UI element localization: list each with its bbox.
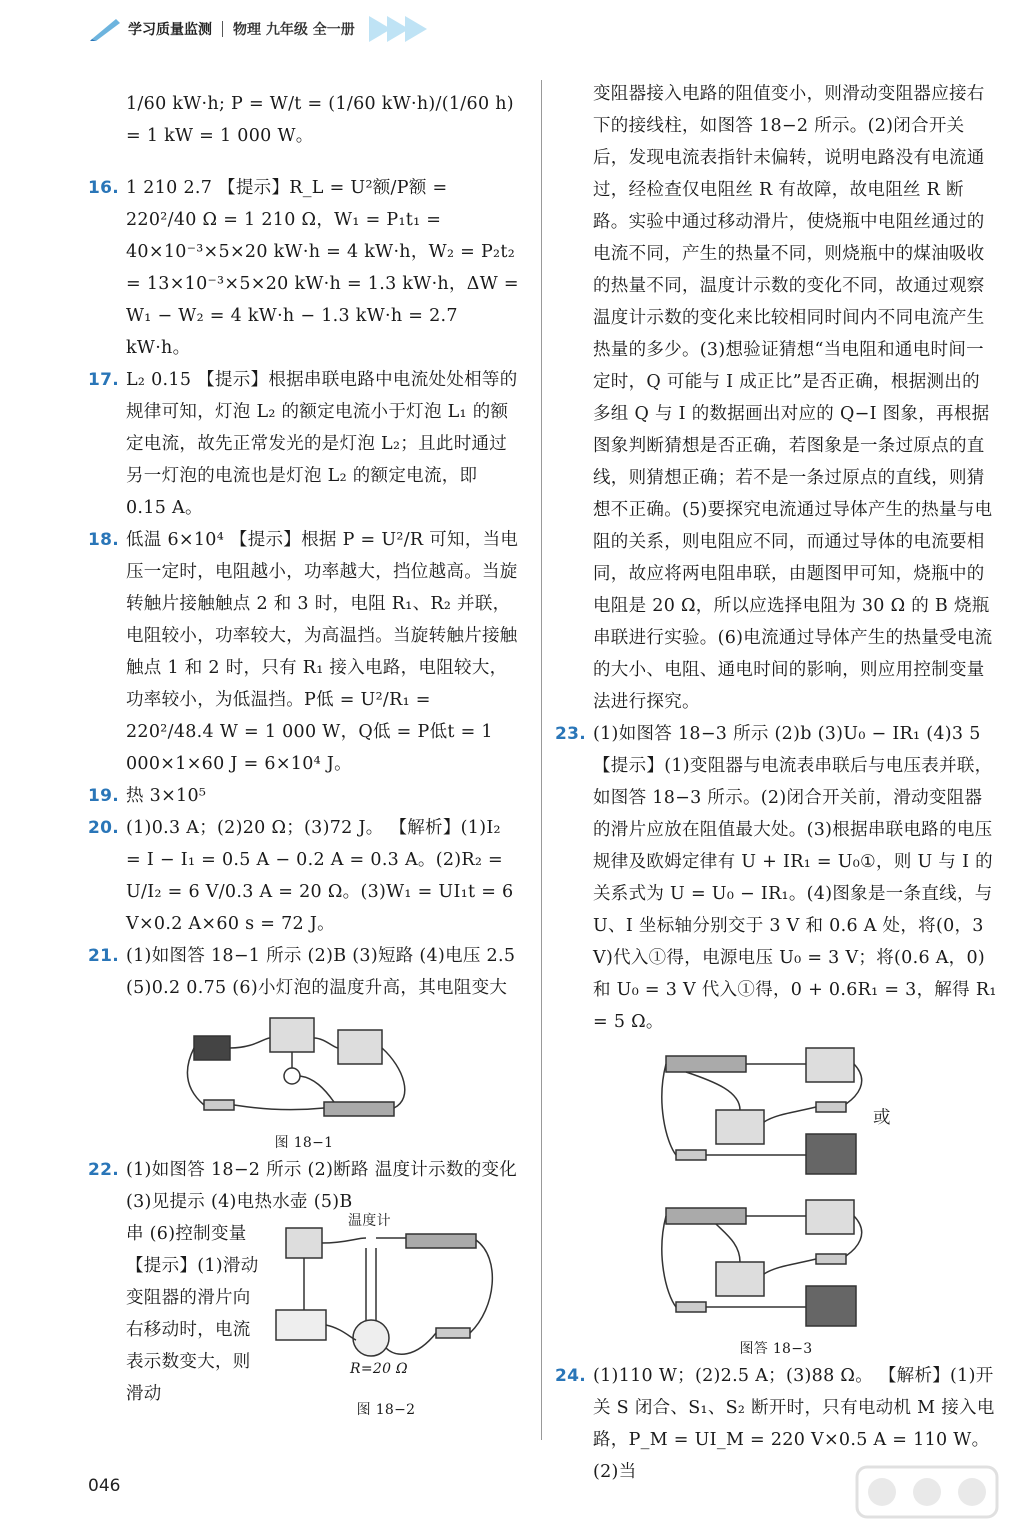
question-number: 19. (88, 786, 120, 806)
resistor-label: R=20 Ω (350, 1361, 408, 1377)
answer-22 (88, 1154, 520, 1218)
watermark-logo (852, 1462, 1002, 1522)
answer-text: 1 210 2.7 【提示】R_L = U²额/P额 = 220²/40 Ω = 1 210 Ω，W₁ = P₁t₁ = 40×10⁻³×5×20 kW·h = 4 kW·h，W₂ = P₂t₂ = 13×10⁻³×5×20 kW·h = 1.3 kW·h，ΔW = W₁ − W₂ = 4 kW·h − 1.3 kW·h = 2.7 kW·h。 (126, 178, 519, 358)
answer-20 (88, 812, 520, 940)
column-divider (541, 80, 542, 1440)
answer-23 (555, 718, 997, 1038)
answer-17 (88, 364, 520, 524)
answer-text: (1)0.3 A；(2)20 Ω；(3)72 J。 【解析】(1)I₂ = I − I₁ = 0.5 A − 0.2 A = 0.3 A。(2)R₂ = U/I₂ = 6 V/0.3 A = 20 Ω。(3)W₁ = UI₁t = 6 V×0.2 A×60 s = 72 J。 (126, 818, 514, 934)
question-number: 18. (88, 530, 120, 550)
formula-line: 1/60 kW·h; P = W/t = (1/60 kW·h)/(1/60 h) = 1 kW = 1 000 W。 (126, 94, 514, 146)
right-column (555, 78, 997, 1488)
figure-caption: 图答 18−3 (739, 1341, 813, 1357)
question-number: 16. (88, 178, 120, 198)
answer-text: (1)如图答 18−1 所示 (2)B (3)短路 (4)电压 2.5 (5)0.2 0.75 (6)小灯泡的温度升高，其电阻变大 (126, 946, 516, 998)
question-number: 21. (88, 946, 120, 966)
page-number: 046 (88, 1476, 121, 1496)
answer-text: 低温 6×10⁴ 【提示】根据 P = U²/R 可知，当电压一定时，电阻越小，功率越大，挡位越高。当旋转触片接触触点 2 和 3 时，电阻 R₁、R₂ 并联，电阻较小，功率较大，为高温挡。当旋转触片接触触点 1 和 2 时，只有 R₁ 接入电路，电阻较大，功率较小，为低温挡。P低 = U²/R₁ = 220²/48.4 W = 1 000 W，Q低 = P低t = 1 000×1×60 J = 6×10⁴ J。 (126, 530, 519, 774)
or-label: 或 (873, 1108, 891, 1128)
answer-21 (88, 940, 520, 1004)
answer-22-continued: 变阻器接入电路的阻值变小，则滑动变阻器应接右下的接线柱，如图答 18−2 所示。(2)闭合开关后，发现电流表指针未偏转，说明电路没有电流通过，经检查仅电阻丝 R 有故障，故电阻丝 R 断路。实验中通过移动滑片，使烧瓶中电阻丝通过的电流不同，产生的热量不同，则烧瓶中的煤油吸收的热量不同，温度计示数的变化不同，故通过观察温度计示数的变化来比较相同时间内不同电流产生热量的多少。(3)想验证猜想“当电阻和通电时间一定时，Q 可能与 I 成正比”是否正确，根据测出的多组 Q 与 I 的数据画出对应的 Q−I 图象，再根据图象判断猜想是否正确，若图象是一条过原点的直线，则猜想正确；若不是一条过原点的直线，则猜想不正确。(5)要探究电流通过导体产生的热量与电阻的关系，则电阻应不同，而通过导体的电流要相同，故应将两电阻串联，由题图甲可知，烧瓶中的电阻是 20 Ω，所以应选择电阻为 30 Ω 的 B 烧瓶串联进行实验。(6)电流通过导体产生的热量受电流的大小、电阻、通电时间的影响，则应用控制变量法进行探究。 (593, 84, 993, 712)
answer-text: (1)110 W；(2)2.5 A；(3)88 Ω。 【解析】(1)开关 S 闭合、S₁、S₂ 断开时，只有电动机 M 接入电路，P_M = UI_M = 220 V×0.5 A = 110 W。(2)当 (593, 1366, 995, 1482)
figure-18-3a (555, 1042, 997, 1190)
thermometer-label: 温度计 (348, 1213, 391, 1229)
answer-16 (88, 172, 520, 364)
answer-text: (1)如图答 18−2 所示 (2)断路 温度计示数的变化 (3)见提示 (4)电热水壶 (5)B (126, 1160, 518, 1212)
figure-caption: 图 18−1 (274, 1135, 334, 1151)
question-number: 20. (88, 818, 120, 838)
pen-icon (88, 17, 124, 41)
question-number: 23. (555, 724, 587, 744)
question-number: 17. (88, 370, 120, 390)
answer-text: 热 3×10⁵ (126, 786, 207, 806)
circuit-figure-18-3b (656, 1194, 896, 1334)
answer-19 (88, 780, 520, 812)
answer-text-side: 串 (6)控制变量 【提示】(1)滑动变阻器的滑片向右移动时，电流表示数变大，则滑动 (126, 1224, 259, 1404)
answer-text: (1)如图答 18−3 所示 (2)b (3)U₀ − IR₁ (4)3 5 【提示】(1)变阻器与电流表串联后与电压表并联，如图答 18−3 所示。(2)闭合开关前，滑动变阻器的滑片应放在阻值最大处。(3)根据串联电路的电压规律及欧姆定律有 U + IR₁ = U₀①，则 U 与 I 的关系式为 U = U₀ − IR₁。(4)图象是一条直线，与 U、I 坐标轴分别交于 3 V 和 0.6 A 处，将(0，3 V)代入①得，电源电压 U₀ = 3 V；将(0.6 A，0)和 U₀ = 3 V 代入①得，0 + 0.6R₁ = 3，解得 R₁ = 5 Ω。 (593, 724, 997, 1032)
answer-22-side (88, 1213, 520, 1421)
question-number: 22. (88, 1160, 120, 1180)
page-header (88, 14, 427, 44)
left-column (88, 88, 520, 1421)
question-number: 24. (555, 1366, 587, 1386)
header-arrows (373, 16, 427, 42)
answer-18 (88, 524, 520, 780)
circuit-figure-18-3a (656, 1042, 896, 1182)
circuit-figure-18-1 (174, 1008, 434, 1128)
header-divider (222, 21, 223, 37)
figure-18-2 (266, 1213, 520, 1421)
figure-caption: 图 18−2 (356, 1402, 416, 1418)
header-subject: 物理 九年级 全一册 (233, 22, 355, 38)
brand-title: 学习质量监测 (128, 22, 212, 38)
answer-text: L₂ 0.15 【提示】根据串联电路中电流处处相等的规律可知，灯泡 L₂ 的额定电流小于灯泡 L₁ 的额定电流，故先正常发光的是灯泡 L₂；且此时通过另一灯泡的电流也是灯泡 L₂ 的额定电流，即 0.15 A。 (126, 370, 518, 518)
